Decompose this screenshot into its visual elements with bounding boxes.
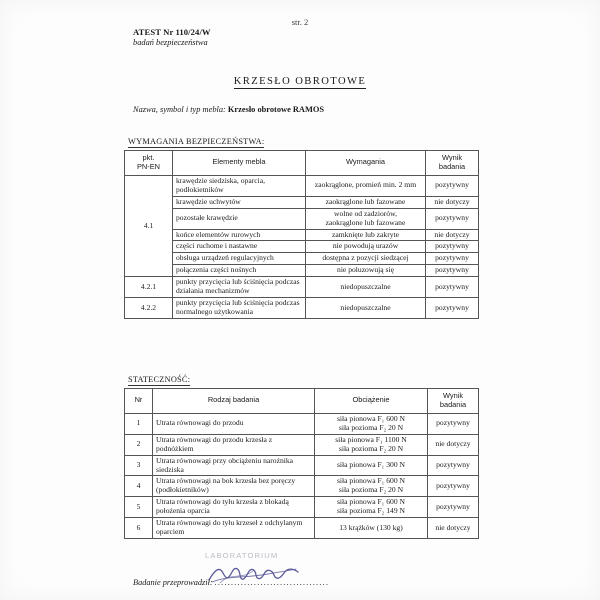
cell-wynik: pozytywny <box>426 265 479 277</box>
cell-wymaganie: zamknięte lub zakryte <box>306 229 426 241</box>
page-title <box>0 76 600 87</box>
cell-wymaganie: nie powodują urazów <box>306 241 426 253</box>
cell-element: krawędzie siedziska, oparcia, podłokietników <box>173 175 306 196</box>
product-value: Krzesło obrotowe RAMOS <box>227 105 325 114</box>
cell-pkt: 4.2.2 <box>125 298 173 319</box>
table-row <box>125 196 479 208</box>
table-row <box>125 229 479 241</box>
cell-wymaganie: nie poluzowują się <box>306 265 426 277</box>
cell-pkt-group: 4.1 <box>125 175 173 277</box>
table-row <box>125 455 479 476</box>
col-header-pkt-line2: PN-EN <box>137 161 160 171</box>
cell-wynik: pozytywny <box>426 175 479 196</box>
section-heading-requirements-text: WYMAGANIA BEZPIECZEŃSTWA: <box>128 137 265 146</box>
cell-wymaganie: wolne od zadziorów, zaokrąglone lub fazowane <box>306 208 426 229</box>
cell-wynik: nie dotyczy <box>426 196 479 208</box>
cell-wymaganie: niedopuszczalne <box>306 298 426 319</box>
col-header-wynik <box>428 389 479 414</box>
table-row <box>125 253 479 265</box>
cell-element: punkty przycięcia lub ściśnięcia podczas normalnego użytkowania <box>173 298 306 319</box>
cell-rodzaj-badania: Utrata równowagi do przodu <box>153 413 315 434</box>
cell-element: części ruchome i nastawne <box>173 241 306 253</box>
atest-subtitle: badań bezpieczeństwa <box>133 37 208 47</box>
cell-element: pozostałe krawędzie <box>173 208 306 229</box>
cell-nr: 6 <box>125 518 153 539</box>
cell-wynik: nie dotyczy <box>428 518 479 539</box>
document-header-block <box>133 27 211 48</box>
cell-wymaganie: niedopuszczalne <box>306 277 426 298</box>
cell-rodzaj-badania: Utrata równowagi na bok krzesła bez poręczy (podłokietników) <box>153 476 315 497</box>
cell-wynik: pozytywny <box>428 476 479 497</box>
cell-obciazenie: siła pionowa F₁ 1100 N siła pozioma F₂ 20 N <box>315 434 428 455</box>
cell-wynik: pozytywny <box>428 455 479 476</box>
stability-table <box>124 388 479 539</box>
col-header-wynik-line2: badania <box>438 161 466 171</box>
cell-nr: 3 <box>125 455 153 476</box>
page-number: str. 2 <box>291 17 309 27</box>
table-row <box>125 277 479 298</box>
cell-rodzaj-badania: Utrata równowagi do tyłu krzesła z blokadą położenia oparcia <box>153 497 315 518</box>
col-header-wynik <box>426 151 479 176</box>
table-row <box>125 476 479 497</box>
cell-element: końce elementów rurowych <box>173 229 306 241</box>
cell-wynik: pozytywny <box>426 208 479 229</box>
cell-pkt: 4.2.1 <box>125 277 173 298</box>
col-header-wynik-line2: badania <box>439 399 467 409</box>
cell-wynik: pozytywny <box>428 497 479 518</box>
table-row <box>125 497 479 518</box>
atest-number: ATEST Nr 110/24/W <box>133 27 211 37</box>
cell-nr: 2 <box>125 434 153 455</box>
col-header-nr: Nr <box>125 389 153 414</box>
cell-wynik: pozytywny <box>426 241 479 253</box>
table-header-row <box>125 389 479 414</box>
cell-wynik: pozytywny <box>426 253 479 265</box>
col-header-wynik-line1: Wynik <box>441 153 463 162</box>
table-row <box>125 518 479 539</box>
col-header-wynik-line1: Wynik <box>442 391 464 400</box>
section-heading-requirements <box>128 137 264 146</box>
cell-obciazenie: siła pionowa F₁ 600 N siła pozioma F₂ 20 N <box>315 476 428 497</box>
product-label: Nazwa, symbol i typ mebla: <box>133 105 226 114</box>
cell-wymaganie: dostępna z pozycji siedzącej <box>306 253 426 265</box>
signature-line <box>133 578 329 587</box>
cell-element: punkty przycięcia lub ściśnięcia podczas działania mechanizmów <box>173 277 306 298</box>
col-header-rodzaj-badania: Rodzaj badania <box>153 389 315 414</box>
cell-wynik: nie dotyczy <box>426 229 479 241</box>
table-header-row <box>125 151 479 176</box>
col-header-wymagania: Wymagania <box>306 151 426 176</box>
cell-wynik: nie dotyczy <box>428 434 479 455</box>
signature-dots: ................................... <box>214 578 330 587</box>
product-line <box>133 105 324 114</box>
table-row <box>125 265 479 277</box>
col-header-pkt-line1: pkt. <box>142 153 155 162</box>
laboratory-stamp: LABORATORIUM <box>205 551 279 560</box>
table-row <box>125 434 479 455</box>
cell-obciazenie: siła pionowa F₁ 600 N siła pozioma F₂ 149 N <box>315 497 428 518</box>
col-header-elementy: Elementy mebla <box>173 151 306 176</box>
cell-rodzaj-badania: Utrata równowagi przy obciążeniu narożnika siedziska <box>153 455 315 476</box>
table-row <box>125 208 479 229</box>
table-row <box>125 298 479 319</box>
cell-element: połączenia części nośnych <box>173 265 306 277</box>
section-heading-stability-text: STATECZNOŚĆ: <box>128 375 191 384</box>
cell-obciazenie: 13 krążków (130 kg) <box>315 518 428 539</box>
cell-wymaganie: zaokrąglone, promień min. 2 mm <box>306 175 426 196</box>
cell-wymaganie: zaokrąglone lub fazowane <box>306 196 426 208</box>
cell-obciazenie: siła pionowa F₁ 300 N <box>315 455 428 476</box>
cell-nr: 5 <box>125 497 153 518</box>
cell-element: obsługa urządzeń regulacyjnych <box>173 253 306 265</box>
cell-wynik: pozytywny <box>426 277 479 298</box>
table-row <box>125 241 479 253</box>
cell-obciazenie: siła pionowa F₁ 600 N siła pozioma F₂ 20 N <box>315 413 428 434</box>
cell-element: krawędzie uchwytów <box>173 196 306 208</box>
table-row <box>125 413 479 434</box>
section-heading-stability <box>128 375 190 384</box>
table-row <box>125 175 479 196</box>
cell-wynik: pozytywny <box>428 413 479 434</box>
col-header-pkt <box>125 151 173 176</box>
cell-wynik: pozytywny <box>426 298 479 319</box>
col-header-obciazenie: Obciążenie <box>315 389 428 414</box>
requirements-table <box>124 150 479 319</box>
cell-rodzaj-badania: Utrata równowagi do przodu krzesła z podnóżkiem <box>153 434 315 455</box>
cell-nr: 4 <box>125 476 153 497</box>
cell-rodzaj-badania: Utrata równowagi do tyłu krzeseł z odchylanym oparciem <box>153 518 315 539</box>
cell-nr: 1 <box>125 413 153 434</box>
page-title-text: KRZESŁO OBROTOWE <box>233 76 367 87</box>
signature-label: Badanie przeprowadził: <box>133 578 213 587</box>
